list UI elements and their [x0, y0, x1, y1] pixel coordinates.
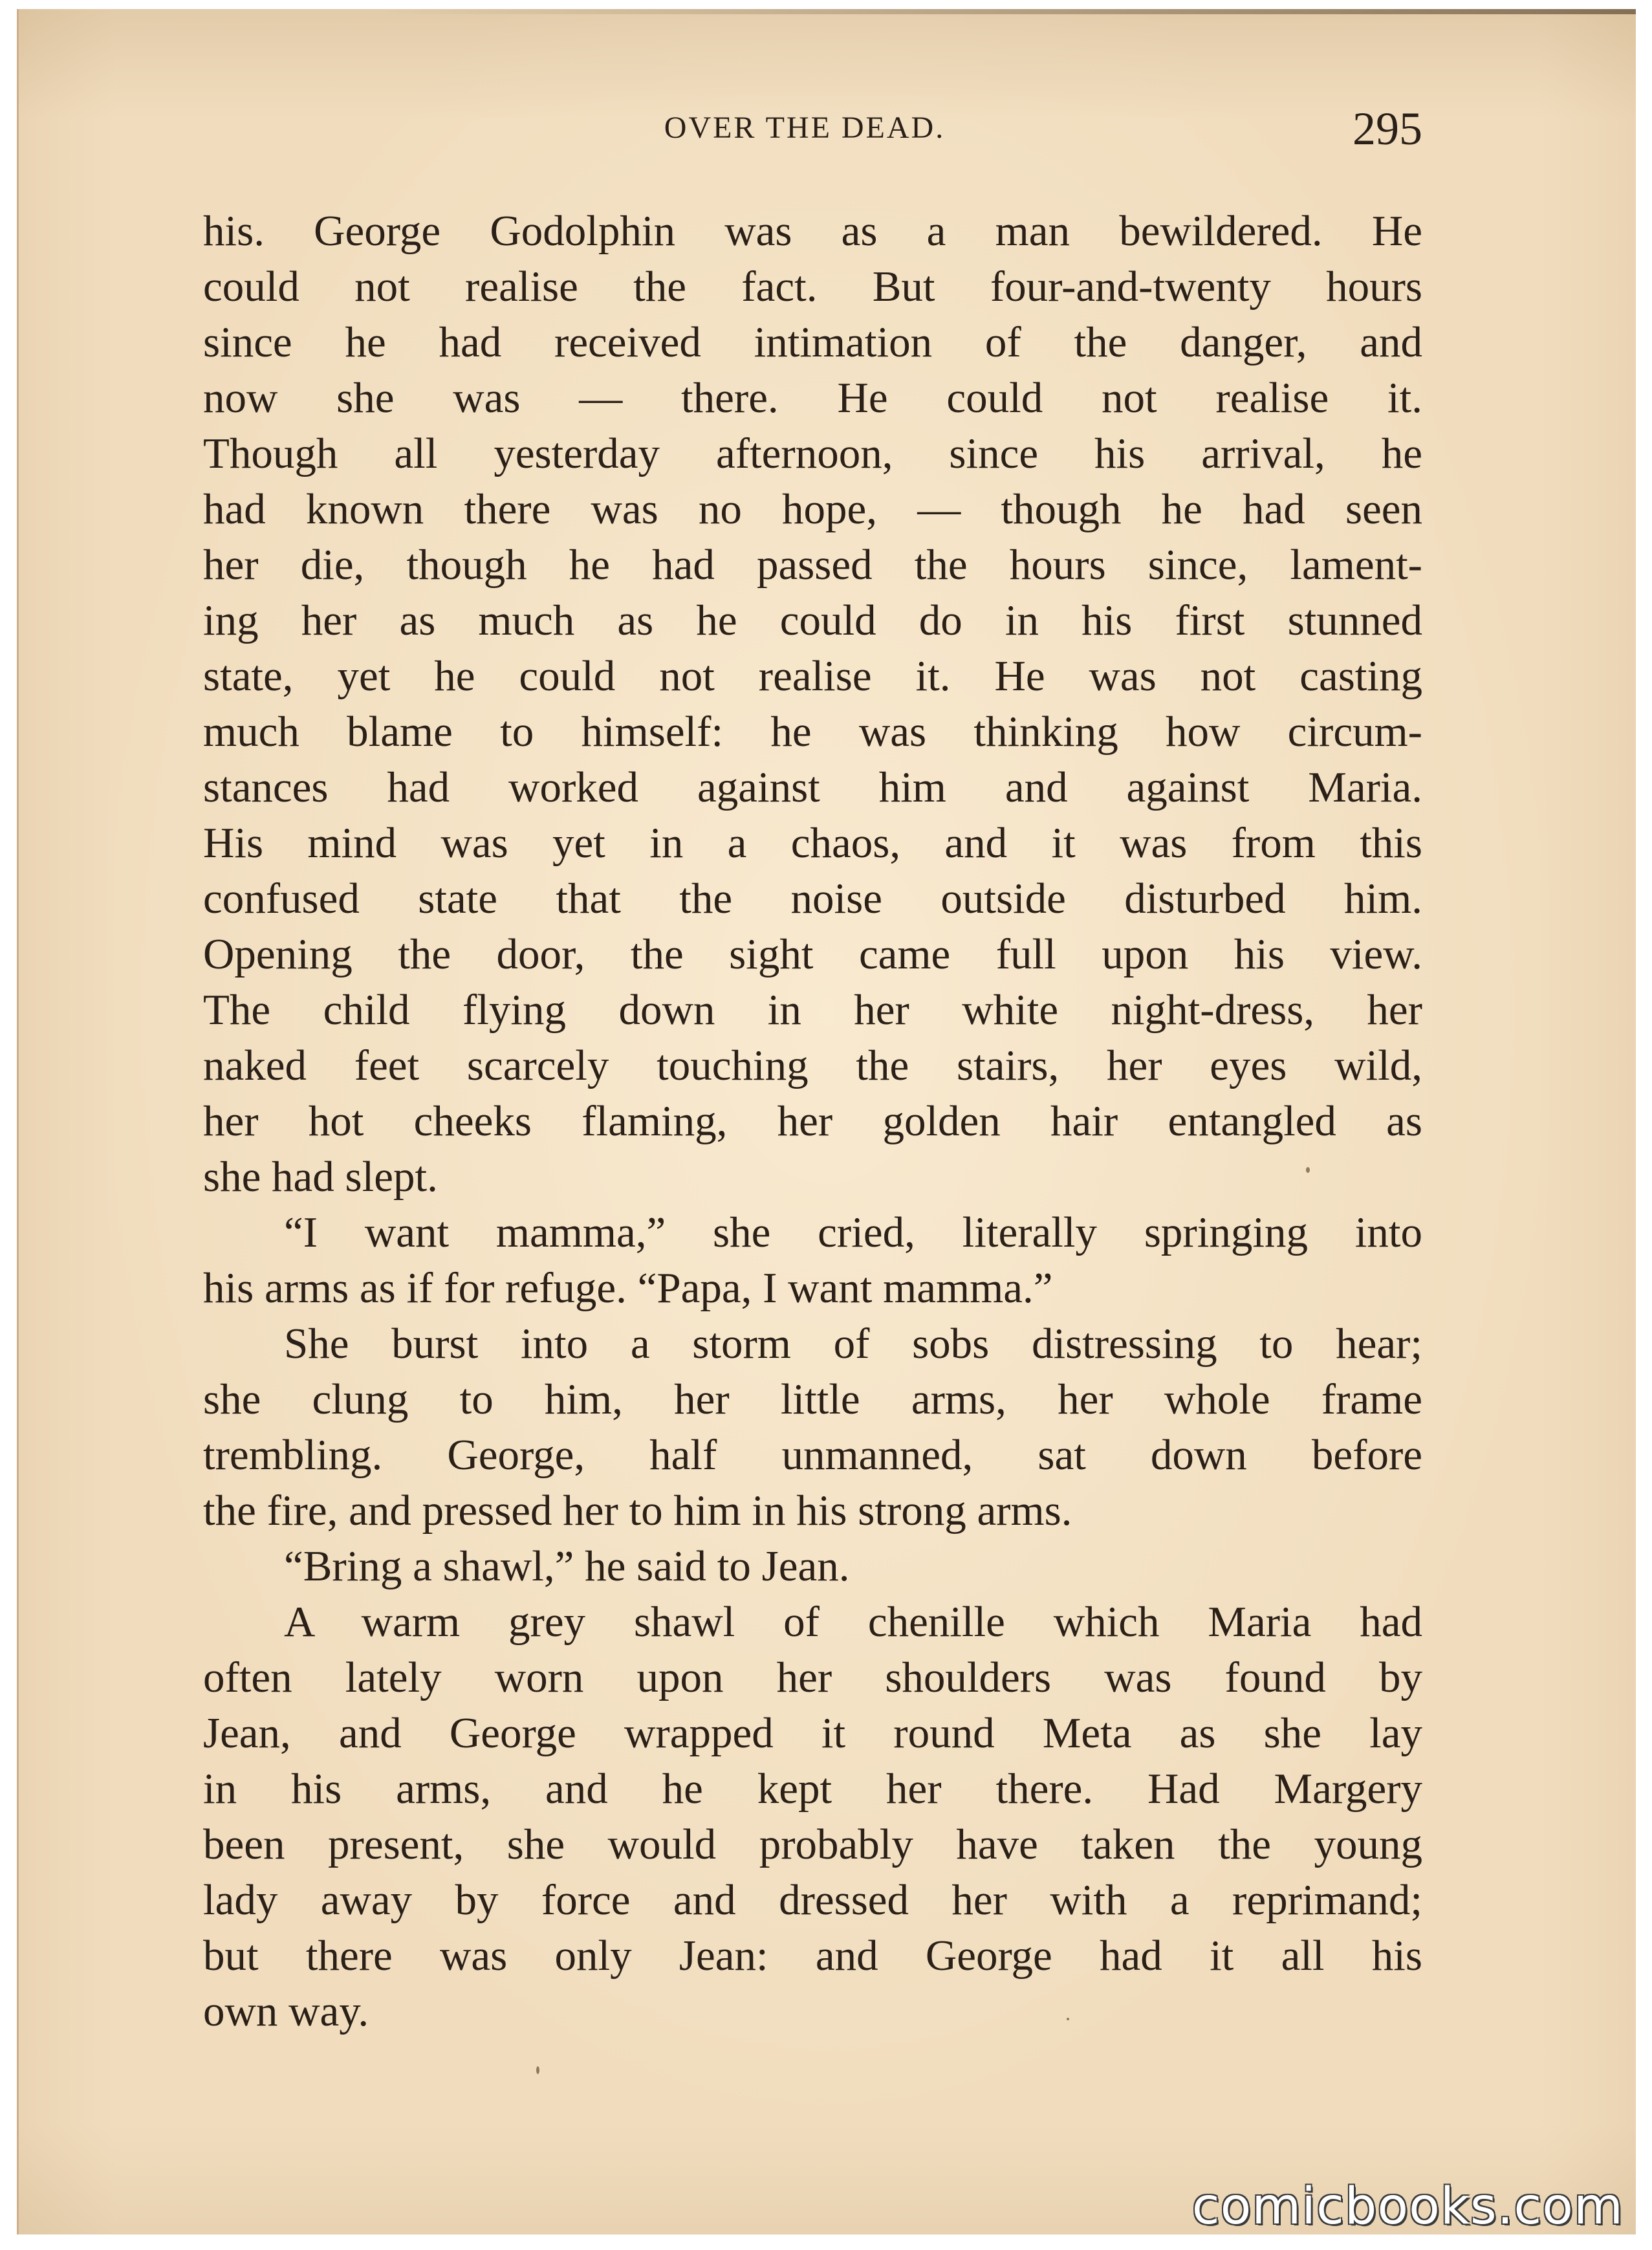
body-text: [203, 203, 1422, 2039]
text-line: since he had received intimation of the danger, and: [203, 318, 1422, 366]
watermark: comicbooks.com: [1191, 2178, 1624, 2236]
text-line: she had slept.: [203, 1153, 438, 1201]
text-line: she clung to him, her little arms, her whole frame: [203, 1375, 1422, 1423]
page-top-shadow: [381, 9, 1636, 14]
text-line: naked feet scarcely touching the stairs, her eyes wild,: [203, 1042, 1422, 1089]
text-line: much blame to himself: he was thinking how circum-: [203, 708, 1422, 756]
running-head: OVER THE DEAD.: [664, 111, 946, 145]
text-line: often lately worn upon her shoulders was found by: [203, 1654, 1422, 1701]
page-header: [187, 102, 1422, 160]
text-line: She burst into a storm of sobs distressing to hear;: [284, 1320, 1422, 1368]
text-line: “I want mamma,” she cried, literally springing into: [284, 1208, 1422, 1256]
text-line: A warm grey shawl of chenille which Maria had: [284, 1598, 1422, 1646]
ink-speck: [1306, 1167, 1310, 1173]
text-line: his. George Godolphin was as a man bewildered. He: [203, 207, 1422, 255]
text-line: own way.: [203, 1987, 369, 2035]
text-line: had known there was no hope, — though he had seen: [203, 485, 1422, 533]
text-line: his arms as if for refuge. “Papa, I want mamma.”: [203, 1264, 1053, 1312]
ink-speck: [536, 2066, 539, 2074]
text-line: could not realise the fact. But four-and-twenty hours: [203, 263, 1422, 311]
text-line: but there was only Jean: and George had it all his: [203, 1932, 1422, 1980]
text-line: stances had worked against him and against Maria.: [203, 763, 1422, 811]
text-line: confused state that the noise outside disturbed him.: [203, 875, 1422, 923]
text-line: the fire, and pressed her to him in his strong arms.: [203, 1487, 1072, 1535]
page-number: 295: [1353, 103, 1422, 155]
text-line: lady away by force and dressed her with a reprimand;: [203, 1876, 1422, 1924]
text-line: Jean, and George wrapped it round Meta as she lay: [203, 1709, 1422, 1757]
book-page: [17, 9, 1636, 2234]
text-line: now she was — there. He could not realise it.: [203, 374, 1422, 422]
text-line: His mind was yet in a chaos, and it was from this: [203, 819, 1422, 867]
text-line: ing her as much as he could do in his first stunned: [203, 596, 1422, 644]
text-line: trembling. George, half unmanned, sat down before: [203, 1431, 1422, 1479]
text-line: her die, though he had passed the hours since, lament-: [203, 541, 1422, 589]
text-line: The child flying down in her white night-dress, her: [203, 986, 1422, 1034]
text-line: “Bring a shawl,” he said to Jean.: [284, 1542, 850, 1590]
text-line: state, yet he could not realise it. He was not casting: [203, 652, 1422, 700]
text-line: in his arms, and he kept her there. Had Margery: [203, 1765, 1422, 1813]
text-line: Opening the door, the sight came full upon his view.: [203, 930, 1422, 978]
text-line: her hot cheeks flaming, her golden hair entangled as: [203, 1097, 1422, 1145]
ink-speck: [1067, 2018, 1069, 2020]
text-line: Though all yesterday afternoon, since his arrival, he: [203, 430, 1422, 477]
text-line: been present, she would probably have taken the young: [203, 1820, 1422, 1868]
